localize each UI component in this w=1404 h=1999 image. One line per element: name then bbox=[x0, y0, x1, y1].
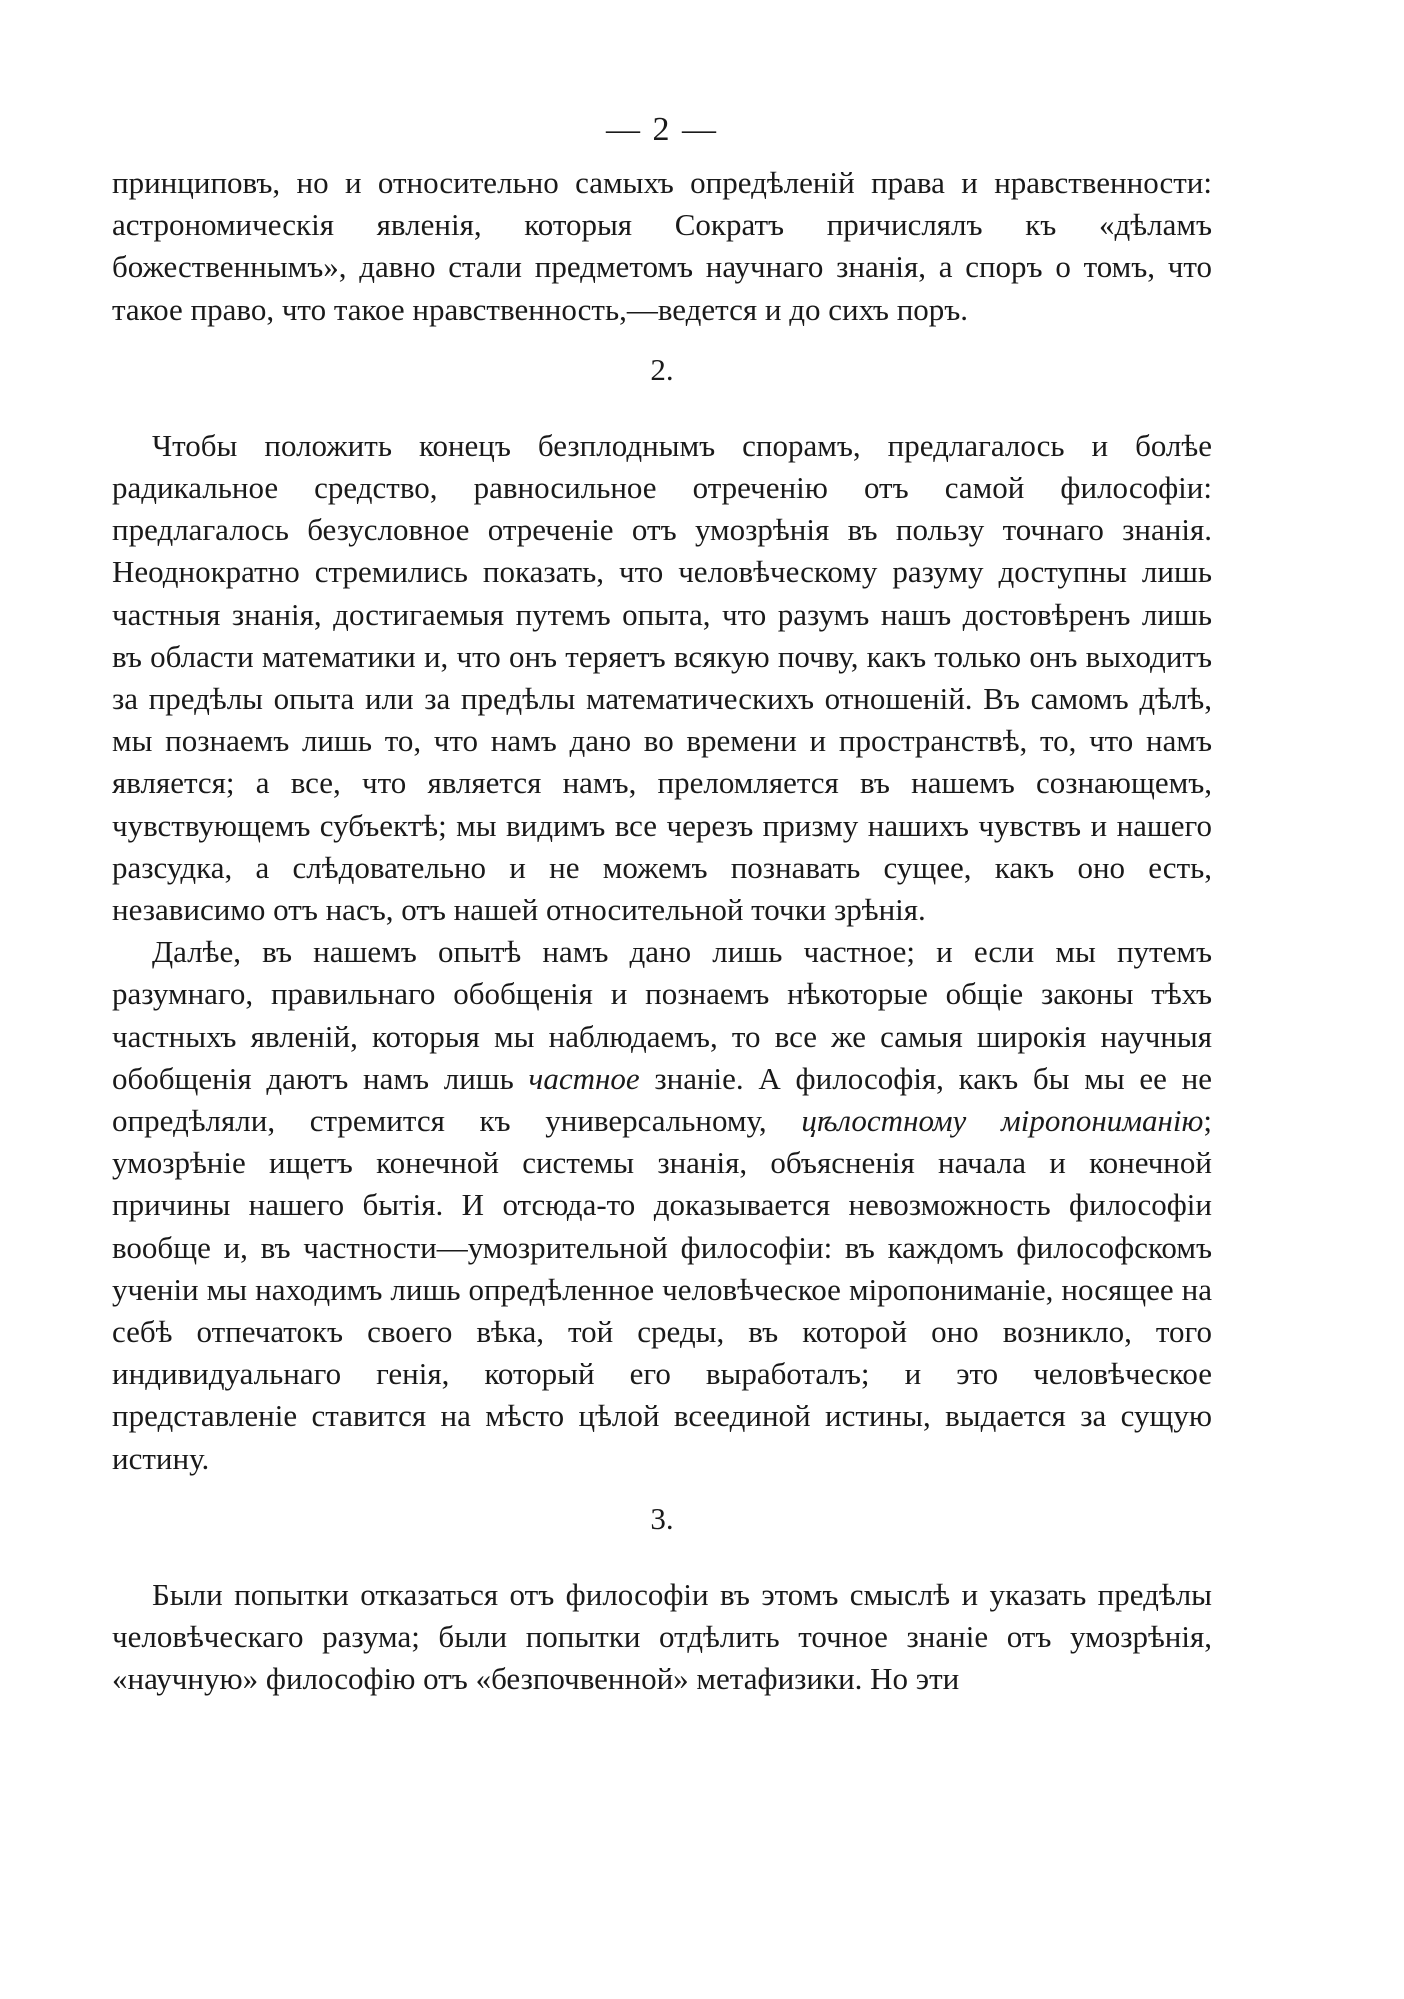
section-number-3: 3. bbox=[650, 1500, 674, 1536]
paragraph-section-3-first: Были попытки отказаться отъ философіи въ этомъ смыслѣ и указать предѣлы человѣческаго разума; были попытки отдѣлить точное знаніе отъ умозрѣнія, «научную» философію отъ «безпочвенной» метафизики. Но эти bbox=[112, 1576, 1212, 1697]
document-page bbox=[112, 110, 1212, 1701]
italic-text-run: частное bbox=[528, 1060, 640, 1096]
paragraph-section-2-second bbox=[112, 931, 1212, 1480]
page-number: — 2 — bbox=[606, 111, 718, 148]
section-number-2: 2. bbox=[650, 351, 674, 387]
text-run: ; умозрѣніе ищетъ конечной системы знанія, объясненія начала и конечной причины нашего бытія. И отсюда-то доказывается невозможность философіи вообще и, въ частности—умозрительной философіи: въ каждомъ философскомъ ученіи мы находимъ лишь опредѣленное человѣческое міропониманіе, носящее на себѣ отпечатокъ своего вѣка, той среды, въ которой оно возникло, того индивидуальнаго генія, который его выработалъ; и это человѣческое представленіе ставится на мѣсто цѣлой всеединой истины, выдается за сущую истину. bbox=[112, 1103, 1212, 1476]
paragraph-section-2-first: Чтобы положить конецъ безплоднымъ спорамъ, предлагалось и болѣе радикальное средство, равносильное отреченію отъ самой философіи: предлагалось безусловное отреченіе отъ умозрѣнія въ пользу точнаго знанія. Неоднократно стремились показать, что человѣческому разуму доступны лишь частныя знанія, достигаемыя путемъ опыта, что разумъ нашъ достовѣренъ лишь въ области математики и, что онъ теряетъ всякую почву, какъ только онъ выходитъ за предѣлы опыта или за предѣлы математическихъ отношеній. Въ самомъ дѣлѣ, мы познаемъ лишь то, что намъ дано во времени и пространствѣ, то, что намъ является; а все, что является намъ, преломляется въ нашемъ сознающемъ, чувствующемъ субъектѣ; мы видимъ все черезъ призму нашихъ чувствъ и нашего разсудка, а слѣдовательно и не можемъ познавать сущее, какъ оно есть, независимо отъ насъ, отъ нашей относительной точки зрѣнія. bbox=[112, 427, 1212, 928]
paragraph-continuation: принциповъ, но и относительно самыхъ опредѣленій права и нравственности: астрономическія явленія, которыя Сократъ причислялъ къ «дѣламъ божественнымъ», давно стали предметомъ научнаго знанія, а споръ о томъ, что такое право, что такое нравственность,—ведется и до сихъ поръ. bbox=[112, 165, 1212, 327]
text-run: знаніе. А философія, какъ бы мы ее не опредѣляли, стремится къ универсальному, bbox=[112, 1060, 1213, 1139]
italic-text-run: цѣлостному міропониманію bbox=[801, 1103, 1204, 1139]
text-run: Далѣе, въ нашемъ опытѣ намъ дано лишь частное; и если мы путемъ разумнаго, правильнаго обобщенія и познаемъ нѣкоторые общіе законы тѣхъ частныхъ явленій, которыя мы наблюдаемъ, то все же самыя широкія научныя обобщенія даютъ намъ лишь bbox=[112, 934, 1212, 1096]
